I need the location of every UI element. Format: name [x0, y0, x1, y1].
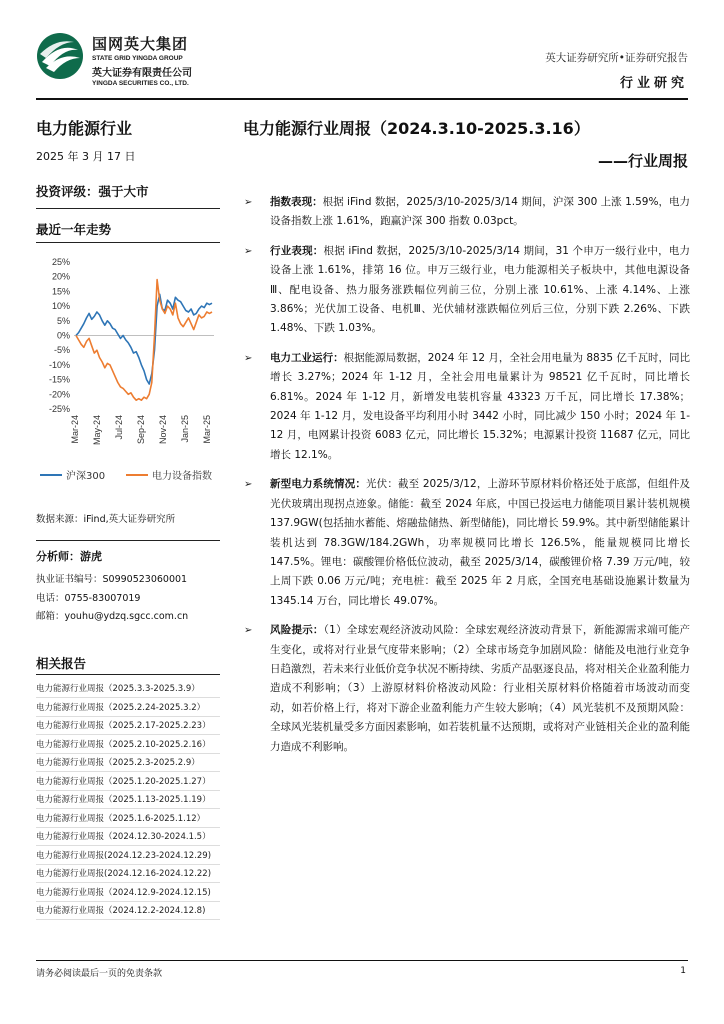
related-report-item[interactable]: 电力能源行业周报（2025.2.10-2025.2.16） — [36, 739, 211, 750]
analyst-cert: 执业证书编号：S0990523060001 — [36, 574, 188, 585]
footer-divider — [36, 960, 688, 961]
y-tick-label: -5% — [53, 345, 70, 356]
page-number: 1 — [680, 966, 686, 976]
legend-label: 沪深300 — [66, 471, 106, 482]
company-logo-icon — [36, 32, 84, 80]
bullet-heading: 电力工业运行： — [270, 351, 344, 364]
trend-title: 最近一年走势 — [36, 222, 112, 237]
footer-disclaimer: 请务必阅读最后一页的免责条款 — [36, 969, 163, 979]
related-report-separator — [36, 882, 220, 883]
header-divider — [36, 98, 688, 100]
company-logo-text — [92, 33, 192, 87]
bullet-risk-warning — [244, 621, 690, 757]
y-tick-label: -25% — [48, 404, 70, 414]
header-dept: 英大证券研究所•证券研究报告 — [545, 52, 688, 64]
related-report-item[interactable]: 电力能源行业周报（2024.12.30-2024.1.5） — [36, 832, 211, 842]
report-subtitle: ——行业周报 — [597, 152, 688, 170]
y-tick-label: 15% — [51, 286, 70, 297]
related-reports-title: 相关报告 — [36, 656, 87, 671]
bullet-new-power-system — [244, 475, 690, 611]
chart-source: 数据来源：iFind,英大证券研究所 — [36, 514, 176, 525]
report-title: 电力能源行业周报（2024.3.10-2025.3.16） — [243, 119, 590, 138]
related-report-separator — [36, 864, 220, 865]
x-tick-label: Sep-24 — [136, 415, 146, 445]
summary-bullets — [244, 193, 690, 767]
y-tick-label: -10% — [48, 359, 70, 370]
related-report-item[interactable]: 电力能源行业周报(2024.12.23-2024.12.29) — [36, 850, 212, 861]
related-report-item[interactable]: 电力能源行业周报（2025.2.17-2025.2.23） — [36, 721, 211, 731]
report-date: 2025 年 3 月 17 日 — [36, 150, 136, 163]
related-report-item[interactable]: 电力能源行业周报（2025.1.6-2025.1.12） — [36, 813, 206, 824]
trend-divider — [36, 242, 220, 243]
x-tick-label: Nov-24 — [158, 415, 168, 445]
analyst-email: 邮箱：youhu@ydzq.sgcc.com.cn — [36, 611, 189, 622]
logo-group-name-en: STATE GRID YINGDA GROUP — [92, 55, 183, 62]
rating-divider — [36, 208, 220, 209]
bullet-power-operation — [244, 349, 690, 465]
investment-rating: 投资评级：强于大市 — [36, 184, 149, 199]
x-tick-label: May-24 — [92, 415, 102, 446]
related-report-separator — [36, 919, 220, 920]
arrow-bullet-icon: ➢ — [244, 197, 253, 208]
x-tick-label: Jan-25 — [180, 415, 190, 443]
related-report-separator — [36, 808, 220, 809]
bullet-heading: 新型电力系统情况： — [270, 478, 366, 491]
arrow-bullet-icon: ➢ — [244, 245, 253, 257]
bullet-heading: 风险提示： — [270, 624, 324, 637]
related-report-item[interactable]: 电力能源行业周报（2025.3.3-2025.3.9） — [36, 684, 200, 694]
logo-group-name: 国网英大集团 — [92, 35, 189, 53]
header-category: 行业研究 — [619, 76, 688, 91]
y-tick-label: 20% — [51, 271, 70, 282]
bullet-text: （1）全球宏观经济波动风险：全球宏观经济波动背景下，新能源需求端可能产生变化，或将对行业景气度带来影响；（2）全球市场竞争加剧风险：储能及电池行业竞争日趋激烈，若未来行业低价竞争状况不断持续、劣质产品驱逐良品，将对相关企业盈利能力造成不利影响；（3）上游原材料价格波动风险：行业相关原材料价格随着市场波动而变动，如若价格上行，将对下游企业盈利能力产生较大影响；（4）风光装机不及预期风险：全球风光装机量受多方面因素影响，如若装机量不达预期，或将对产业链相关企业的盈利能力造成不利影响。 — [270, 624, 691, 753]
analyst-divider — [36, 540, 220, 541]
related-report-item[interactable]: 电力能源行业周报(2024.12.16-2024.12.22) — [36, 869, 212, 879]
x-tick-label: Jul-24 — [114, 415, 124, 440]
bullet-heading: 指数表现： — [270, 196, 323, 208]
related-divider — [36, 674, 220, 675]
related-report-item[interactable]: 电力能源行业周报（2024.12.2-2024.12.8) — [36, 906, 206, 916]
bullet-text: 光伏：截至 2025/3/12，上游环节原材料价格还处于底部，但组件及光伏玻璃出现拐点迹象。储能：截至 2024 年底，中国已投运电力储能项目累计装机规模 137.9GW(包括抽水蓄能、熔融盐储热、新型储能)，同比增长 59.9%。其中新型储能累计装机达到 78.3GW/184.2GWh，功率规模同比增长 126.5%，能量规模同比增长 147.5%。锂电：碳酸锂价格低位波动，截至 2025/3/14，碳酸锂价格 7.39 万元/吨，较上周下跌 0.06 万元/吨；充电桩：截至 2025 年 2 月底，全国充电基础设施累计数量为 1345.14 万台，同比增长 49.07%。 — [270, 478, 690, 607]
related-report-item[interactable]: 电力能源行业周报（2025.1.20-2025.1.27） — [36, 776, 211, 787]
related-report-separator — [36, 753, 220, 754]
y-tick-label: -20% — [48, 389, 70, 400]
logo-company-name: 英大证券有限责任公司 — [92, 68, 192, 79]
legend-label: 电力设备指数 — [152, 471, 212, 482]
arrow-bullet-icon: ➢ — [244, 625, 253, 637]
bullet-index-performance — [244, 193, 690, 232]
bullet-text: 根据能源局数据，2024 年 12 月，全社会用电量为 8835 亿千瓦时，同比增长 3.27%；2024 年 1-12 月，全社会用电量累计为 98521 亿千瓦时，同比增长 6.81%。2024 年 1-12 月，新增发电装机容量 43323 万千瓦，同比增长 17.38%；2024 年 1-12 月，发电设备平均利用小时 3442 小时，同比减少 150 小时；2024 年 1-12 月，电网累计投资 6083 亿元，同比增长 15.32%；电源累计投资 11687 亿元，同比增长 12.1%。 — [270, 351, 691, 461]
related-report-separator — [36, 845, 220, 846]
x-tick-label: Mar-24 — [70, 415, 80, 444]
logo-company-name-en: YINGDA SECURITIES CO., LTD. — [92, 80, 189, 87]
arrow-bullet-icon: ➢ — [244, 352, 253, 364]
bullet-heading: 行业表现： — [270, 244, 324, 257]
related-report-item[interactable]: 电力能源行业周报（2025.2.24-2025.3.2） — [36, 702, 206, 713]
bullet-text: 根据 iFind 数据，2025/3/10-2025/3/14 期间，31 个申万一级行业中，电力设备上涨 1.61%，排第 16 位。申万三级行业，电力能源相关子板块中，其他电源设备Ⅲ、配电设备、热力服务涨跌幅位列前三位，分别上涨 10.61%、上涨 4.14%、上涨 3.86%；光伏加工设备、电机Ⅲ、光伏辅材涨跌幅位列后三位，分别下跌 2.26%、下跌 1.48%、下跌 1.03%。 — [270, 244, 690, 335]
y-tick-label: 0% — [56, 330, 70, 341]
bullet-text: 根据 iFind 数据，2025/3/10-2025/3/14 期间，沪深 300 上涨 1.59%，电力设备指数上涨 1.61%，跑赢沪深 300 指数 0.03pct。 — [270, 196, 691, 228]
y-tick-label: -15% — [48, 374, 70, 385]
related-report-separator — [36, 771, 220, 772]
arrow-bullet-icon: ➢ — [244, 479, 253, 491]
related-report-separator — [36, 734, 220, 735]
bullet-industry-performance — [244, 242, 690, 339]
y-tick-label: 5% — [56, 315, 70, 326]
related-report-separator — [36, 716, 220, 717]
related-report-separator — [36, 790, 220, 791]
related-report-item[interactable]: 电力能源行业周报（2025.2.3-2025.2.9） — [36, 758, 200, 768]
related-report-separator — [36, 697, 220, 698]
y-tick-label: 10% — [51, 301, 70, 312]
analyst-name: 分析师：游虎 — [36, 550, 102, 563]
y-tick-label: 25% — [51, 257, 70, 267]
series-line-0 — [76, 294, 212, 384]
related-report-separator — [36, 827, 220, 828]
related-report-item[interactable]: 电力能源行业周报（2024.12.9-2024.12.15) — [36, 887, 211, 898]
sector-name: 电力能源行业 — [36, 119, 133, 138]
x-tick-label: Mar-25 — [202, 415, 212, 444]
analyst-phone: 电话：0755-83007019 — [36, 593, 141, 604]
series-line-1 — [76, 280, 212, 401]
trend-chart — [36, 248, 220, 498]
related-report-item[interactable]: 电力能源行业周报（2025.1.13-2025.1.19） — [36, 795, 211, 805]
related-report-separator — [36, 901, 220, 902]
